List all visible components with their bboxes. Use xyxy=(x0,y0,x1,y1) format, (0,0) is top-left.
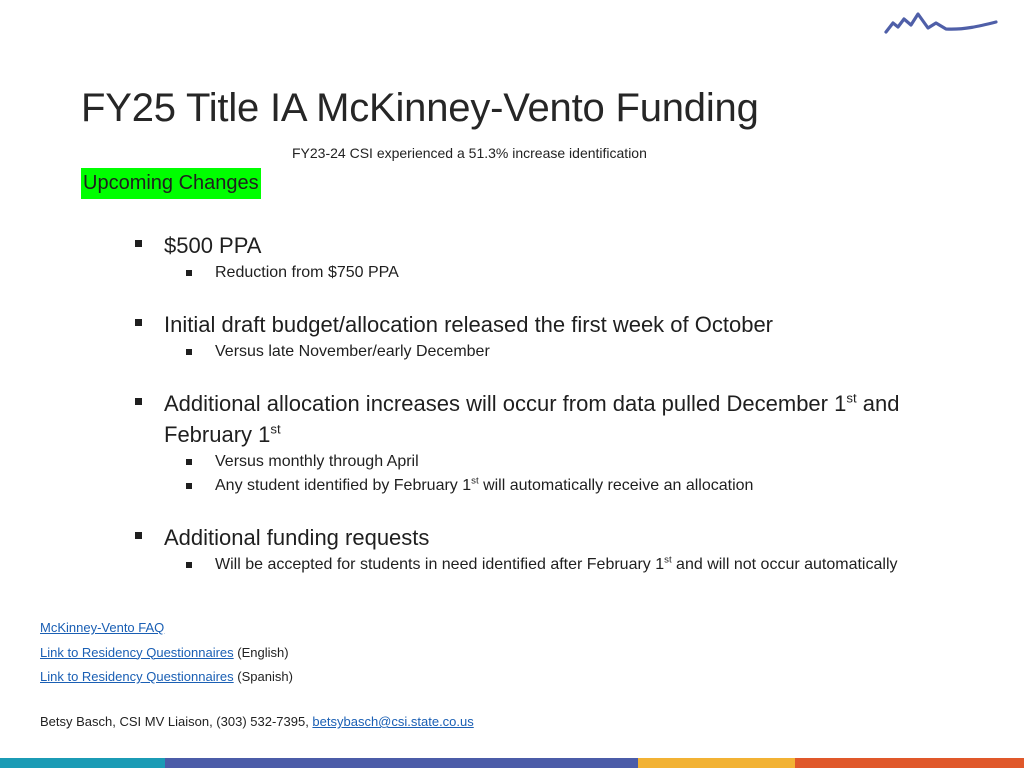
square-bullet-icon xyxy=(135,240,142,247)
square-bullet-icon xyxy=(186,459,192,465)
bullet-list xyxy=(134,230,924,601)
square-bullet-icon xyxy=(186,349,192,355)
sub-bullet-item xyxy=(185,474,924,498)
bullet-item xyxy=(134,230,924,285)
footer-segment xyxy=(795,758,1024,768)
bullet-text: $500 PPA xyxy=(164,233,262,258)
footer-segment xyxy=(165,758,638,768)
footer-color-bar xyxy=(0,758,1024,768)
mckinney-vento-faq-link[interactable]: McKinney-Vento FAQ xyxy=(40,620,165,635)
square-bullet-icon xyxy=(186,562,192,568)
footer-segment xyxy=(638,758,795,768)
bullet-item xyxy=(134,522,924,577)
resource-links xyxy=(40,616,293,690)
sub-bullet-list xyxy=(134,261,924,285)
bullet-item xyxy=(134,388,924,498)
sub-bullet-text: Versus monthly through April xyxy=(215,453,419,470)
square-bullet-icon xyxy=(186,483,192,489)
link-row xyxy=(40,665,293,690)
bullet-item xyxy=(134,309,924,364)
bullet-text: Additional funding requests xyxy=(164,525,430,550)
square-bullet-icon xyxy=(135,398,142,405)
sub-bullet-item xyxy=(185,553,924,577)
upcoming-changes-highlight: Upcoming Changes xyxy=(81,168,261,199)
footer-segment xyxy=(0,758,165,768)
link-row xyxy=(40,616,293,641)
square-bullet-icon xyxy=(135,532,142,539)
square-bullet-icon xyxy=(135,319,142,326)
sub-bullet-text: Versus late November/early December xyxy=(215,343,490,360)
sub-bullet-text: Will be accepted for students in need identified after February 1st and will not occur automatically xyxy=(215,554,898,573)
link-row xyxy=(40,641,293,666)
page-title: FY25 Title IA McKinney-Vento Funding xyxy=(81,86,759,130)
residency-questionnaire-spanish-link[interactable]: Link to Residency Questionnaires xyxy=(40,669,234,684)
language-label: (Spanish) xyxy=(233,669,293,684)
subtitle: FY23-24 CSI experienced a 51.3% increase identification xyxy=(292,145,647,161)
sub-bullet-list xyxy=(134,340,924,364)
sub-bullet-list xyxy=(134,450,924,498)
bullet-text: Initial draft budget/allocation released the first week of October xyxy=(164,312,774,337)
sub-bullet-list xyxy=(134,553,924,577)
sub-bullet-text: Reduction from $750 PPA xyxy=(215,264,399,281)
sub-bullet-item xyxy=(185,450,924,474)
residency-questionnaire-english-link[interactable]: Link to Residency Questionnaires xyxy=(40,644,234,660)
square-bullet-icon xyxy=(186,270,192,276)
sub-bullet-text: Any student identified by February 1st will automatically receive an allocation xyxy=(215,475,754,494)
contact-line xyxy=(40,714,474,729)
contact-text: Betsy Basch, CSI MV Liaison, (303) 532-7395, xyxy=(40,714,313,729)
csi-logo-mountain-icon xyxy=(884,8,1000,38)
language-label: (English) xyxy=(233,644,289,660)
sub-bullet-item xyxy=(185,340,924,364)
bullet-text: Additional allocation increases will occur from data pulled December 1st and February 1st xyxy=(164,390,900,447)
email-link[interactable]: betsybasch@csi.state.co.us xyxy=(312,714,474,729)
sub-bullet-item xyxy=(185,261,924,285)
